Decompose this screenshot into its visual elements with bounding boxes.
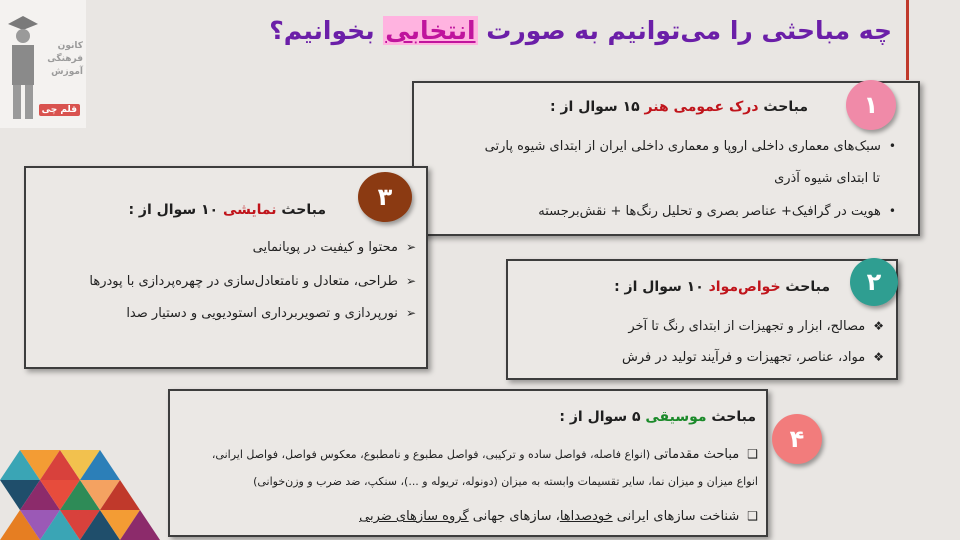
box3-item: ➢طراحی، متعادل و نامتعادل‌سازی در چهره‌پردازی با پودرها [89, 274, 416, 289]
bullet-icon: • [888, 204, 896, 218]
checkmark-icon: ➢ [405, 306, 416, 320]
checkbox-bullet-icon: ❑ [747, 447, 758, 461]
number-badge-1: ۱ [846, 80, 896, 130]
logo [0, 0, 86, 128]
box-art-comprehension [412, 81, 920, 236]
box2-item: ❖مصالح، ابزار و تجهیزات از ابتدای رنگ تا آخر [628, 319, 884, 334]
number-badge-2: ۲ [850, 258, 898, 306]
diamond-bullet-icon: ❖ [873, 350, 884, 364]
diamond-bullet-icon: ❖ [873, 319, 884, 333]
box4-heading: مباحث موسیقی ۵ سوال از : [559, 409, 756, 425]
box4-item: ❑شناخت سازهای ایرانی خودصداها، سازهای جهانی گروه سازهای ضربی [359, 509, 758, 524]
box2-heading: مباحث خواص‌مواد ۱۰ سوال از : [614, 279, 830, 295]
checkmark-icon: ➢ [405, 274, 416, 288]
number-badge-3: ۳ [358, 172, 412, 222]
box1-item: •سبک‌های معماری داخلی اروپا و معماری داخلی ایران از ابتدای شیوه پارتی [484, 139, 896, 154]
checkbox-bullet-icon: ❑ [747, 509, 758, 523]
graduate-figure-icon [4, 10, 42, 122]
page-title: چه مباحثی را می‌توانیم به صورت انتخابی بخوانیم؟ [269, 16, 892, 45]
box4-item: ❑مباحث مقدماتی (انواع فاصله، فواصل ساده و ترکیبی، فواصل مطبوع و نامطبوع، معکوس فواصل، فواصل ایرانی، [211, 447, 758, 462]
box3-item: ➢نورپردازی و تصویربرداری استودیویی و دستیار صدا [126, 306, 416, 321]
decorative-triangles [0, 440, 170, 540]
box2-item: ❖مواد، عناصر، تجهیزات و فرآیند تولید در فرش [622, 350, 884, 365]
title-highlight: انتخابی [385, 16, 476, 45]
box1-heading: مباحث درک عمومی هنر ۱۵ سوال از : [549, 99, 808, 115]
bullet-icon: • [888, 139, 896, 153]
box-music [168, 389, 768, 537]
accent-line [906, 0, 909, 80]
box1-item: تا ابتدای شیوه آذری [774, 171, 880, 186]
logo-text: کانون فرهنگی آموزش [47, 41, 83, 77]
number-badge-4: ۴ [772, 414, 822, 464]
box4-item-continued: انواع میزان و میزان نما، سایر تقسیمات وابسته به میزان (دونوله، تریوله و ...)، سنکپ، ضد ضرب و وزن‌خوانی) [253, 475, 758, 488]
checkmark-icon: ➢ [405, 240, 416, 254]
box-materials [506, 259, 898, 380]
box3-item: ➢محتوا و کیفیت در پویانمایی [252, 240, 416, 255]
logo-badge: قلم چی [39, 104, 80, 116]
box1-item: •هویت در گرافیک+ عناصر بصری و تحلیل رنگ‌ها + نقش‌برجسته [538, 204, 896, 219]
box3-heading: مباحث نمایشی ۱۰ سوال از : [128, 202, 326, 218]
